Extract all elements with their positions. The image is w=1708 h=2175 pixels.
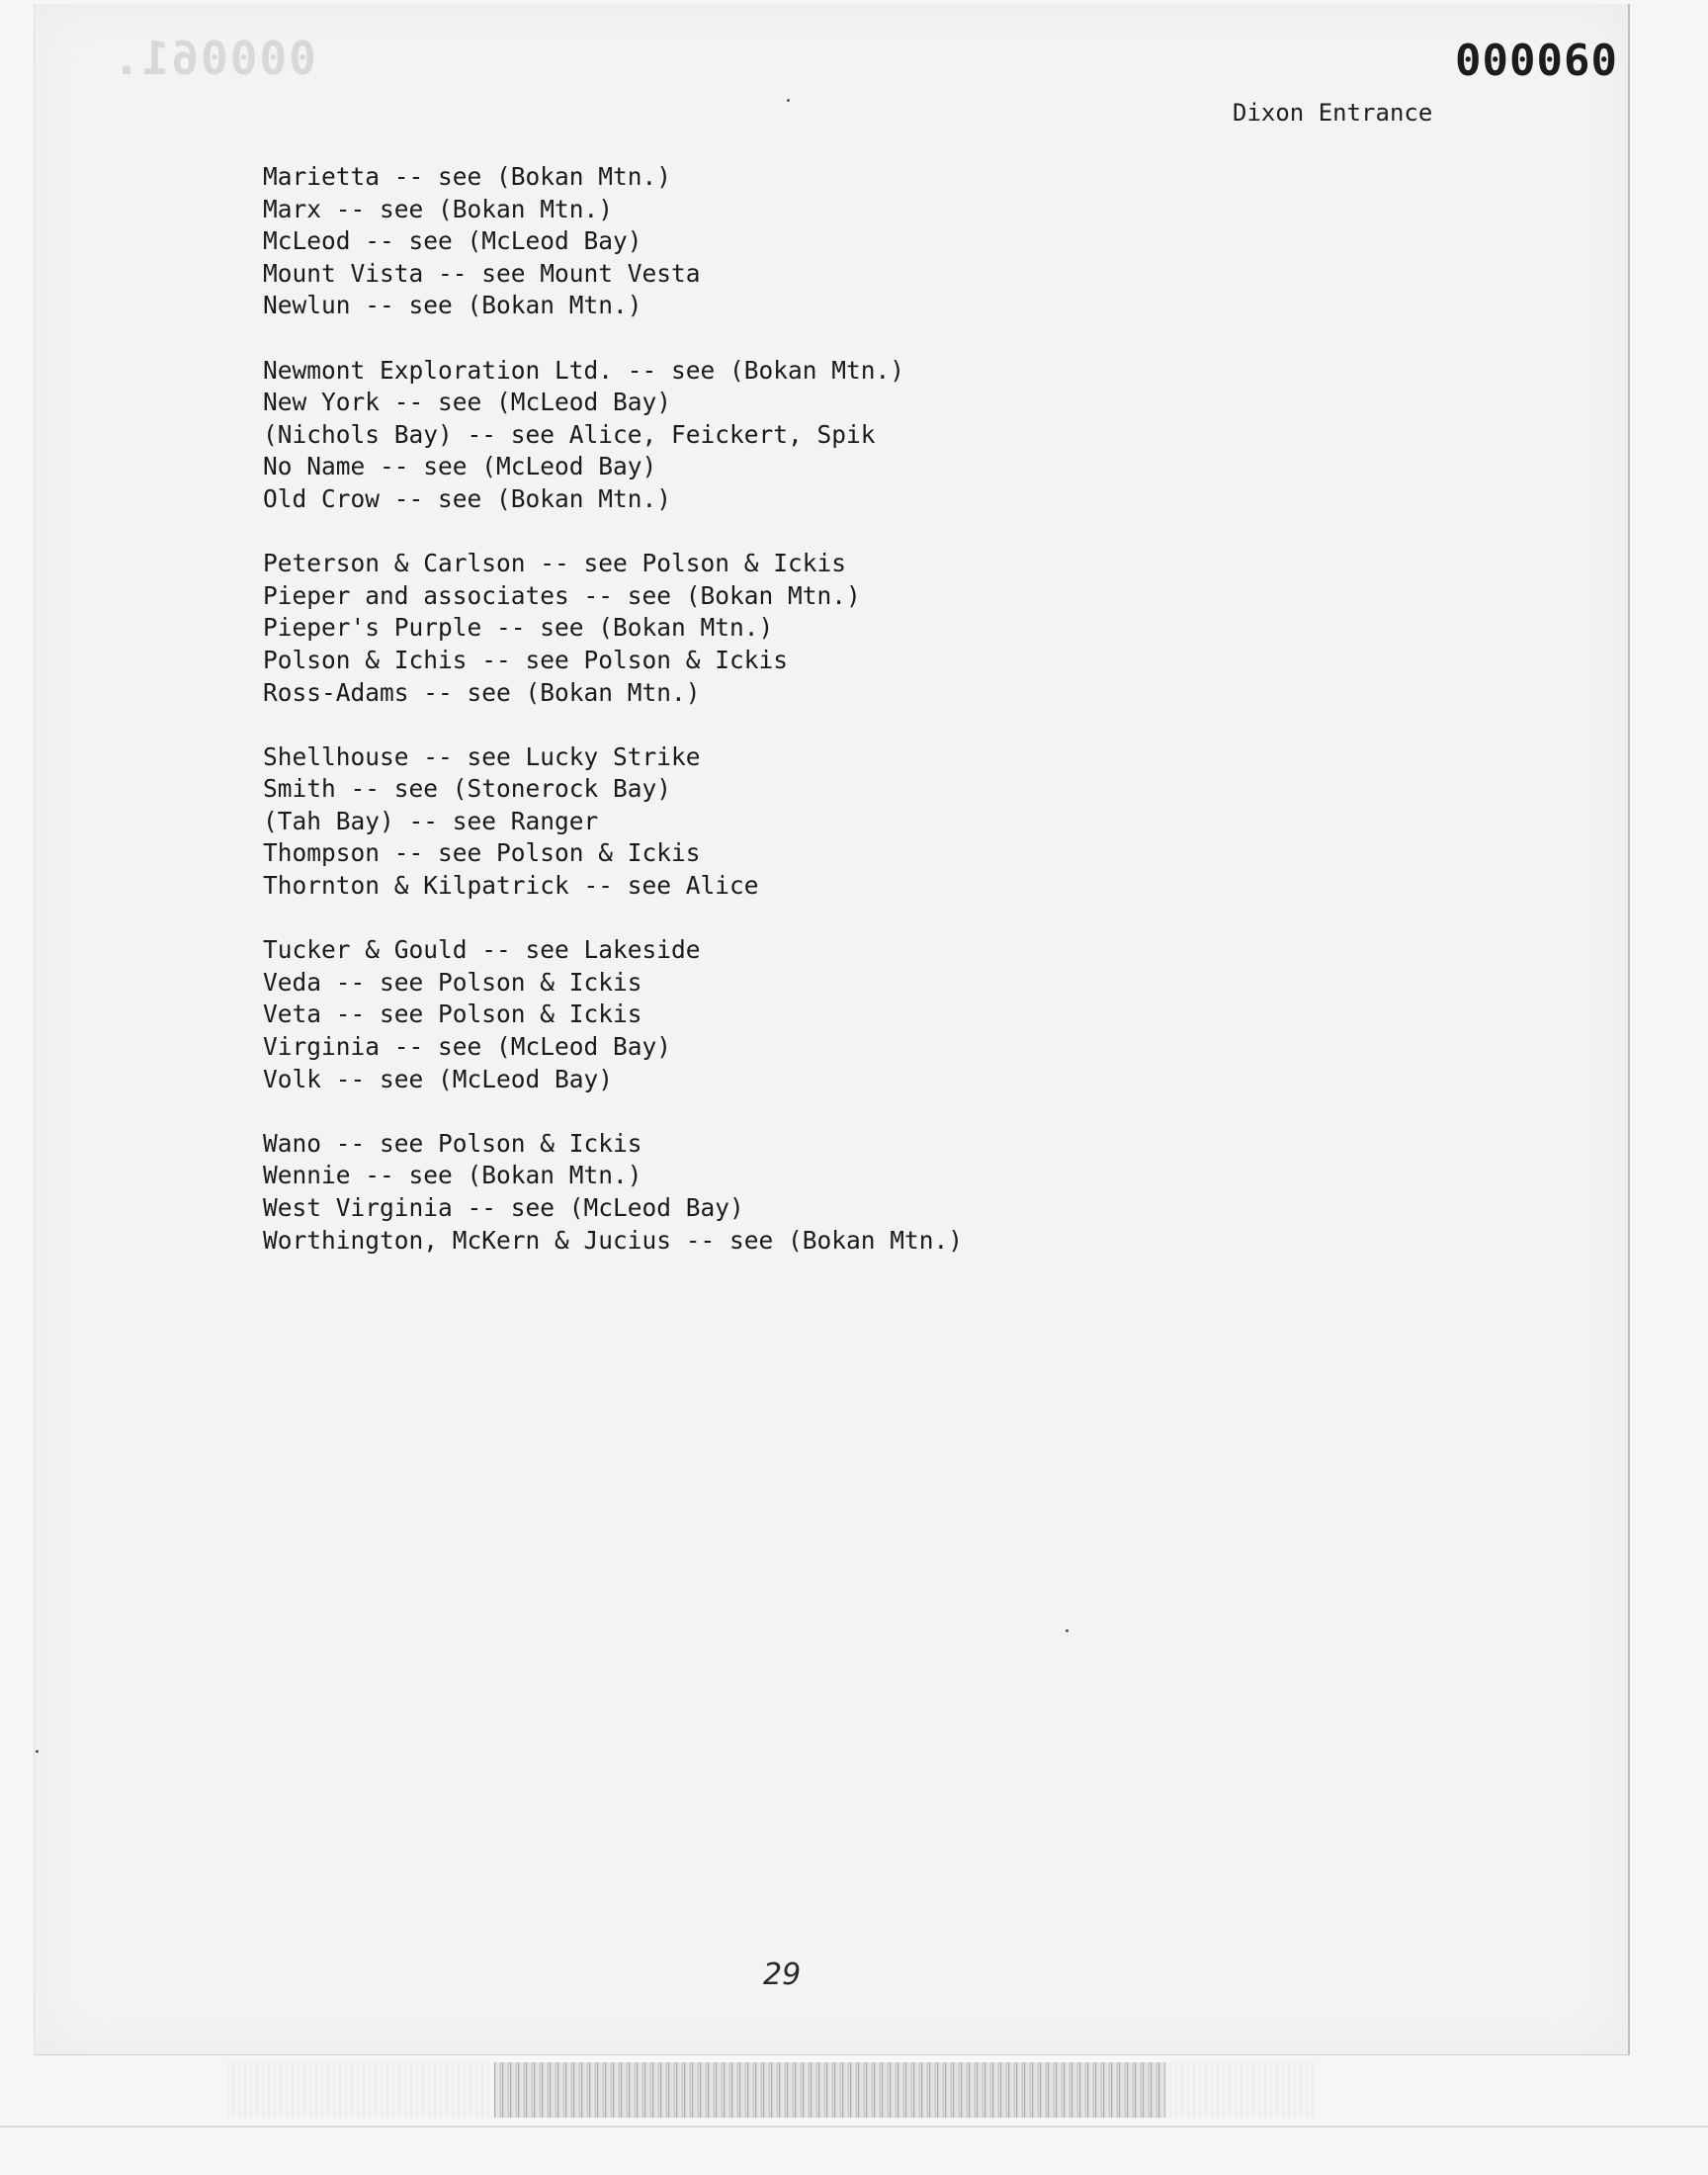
list-entry: Newmont Exploration Ltd. -- see (Bokan Mtn.): [263, 355, 905, 385]
list-entry: (Nichols Bay) -- see Alice, Feickert, Spik: [263, 419, 876, 449]
list-entry: Polson & Ichis -- see Polson & Ickis: [263, 645, 789, 674]
list-entry: Worthington, McKern & Jucius -- see (Bokan Mtn.): [263, 1225, 964, 1255]
list-entry: Pieper's Purple -- see (Bokan Mtn.): [263, 613, 774, 643]
list-entry: Newlun -- see (Bokan Mtn.): [263, 291, 642, 320]
list-entry: Thornton & Kilpatrick -- see Alice: [263, 871, 759, 901]
entry-group-2: [263, 355, 963, 516]
document-number-stamp: 000060: [1455, 36, 1618, 86]
list-entry: Marx -- see (Bokan Mtn.): [263, 194, 614, 223]
list-entry: West Virginia -- see (McLeod Bay): [263, 1193, 744, 1222]
page-number: 29: [763, 1958, 802, 1992]
section-title: Dixon Entrance: [1233, 99, 1433, 127]
entry-group-1: [263, 161, 963, 322]
list-entry: (Tah Bay) -- see Ranger: [263, 806, 599, 835]
list-entry: Marietta -- see (Bokan Mtn.): [263, 162, 672, 191]
cross-reference-list: [263, 161, 963, 1289]
scan-speck: [787, 99, 790, 102]
entry-group-6: [263, 1128, 963, 1257]
list-entry: New York -- see (McLeod Bay): [263, 388, 672, 417]
list-entry: Ross-Adams -- see (Bokan Mtn.): [263, 677, 701, 707]
list-entry: Pieper and associates -- see (Bokan Mtn.): [263, 580, 861, 610]
list-entry: Thompson -- see Polson & Ickis: [263, 838, 701, 868]
list-entry: Wano -- see Polson & Ickis: [263, 1128, 642, 1158]
list-entry: Veda -- see Polson & Ickis: [263, 967, 642, 997]
list-entry: Shellhouse -- see Lucky Strike: [263, 741, 701, 771]
list-entry: Old Crow -- see (Bokan Mtn.): [263, 483, 672, 513]
list-entry: No Name -- see (McLeod Bay): [263, 452, 657, 481]
list-entry: Tucker & Gould -- see Lakeside: [263, 935, 701, 965]
mirrored-bleed-through-stamp: 000061.: [111, 32, 316, 85]
scanner-artifact: [494, 2062, 1166, 2118]
list-entry: Peterson & Carlson -- see Polson & Ickis: [263, 549, 847, 578]
scan-speck: [36, 1750, 39, 1753]
list-entry: Wennie -- see (Bokan Mtn.): [263, 1161, 642, 1190]
scan-edge-line: [0, 2126, 1708, 2128]
list-entry: Smith -- see (Stonerock Bay): [263, 774, 672, 804]
list-entry: Volk -- see (McLeod Bay): [263, 1064, 614, 1093]
entry-group-3: [263, 548, 963, 709]
entry-group-5: [263, 934, 963, 1095]
list-entry: Virginia -- see (McLeod Bay): [263, 1032, 672, 1062]
list-entry: McLeod -- see (McLeod Bay): [263, 226, 642, 256]
scan-speck: [1066, 1629, 1068, 1632]
list-entry: Mount Vista -- see Mount Vesta: [263, 258, 701, 288]
list-entry: Veta -- see Polson & Ickis: [263, 1000, 642, 1029]
entry-group-4: [263, 741, 963, 903]
